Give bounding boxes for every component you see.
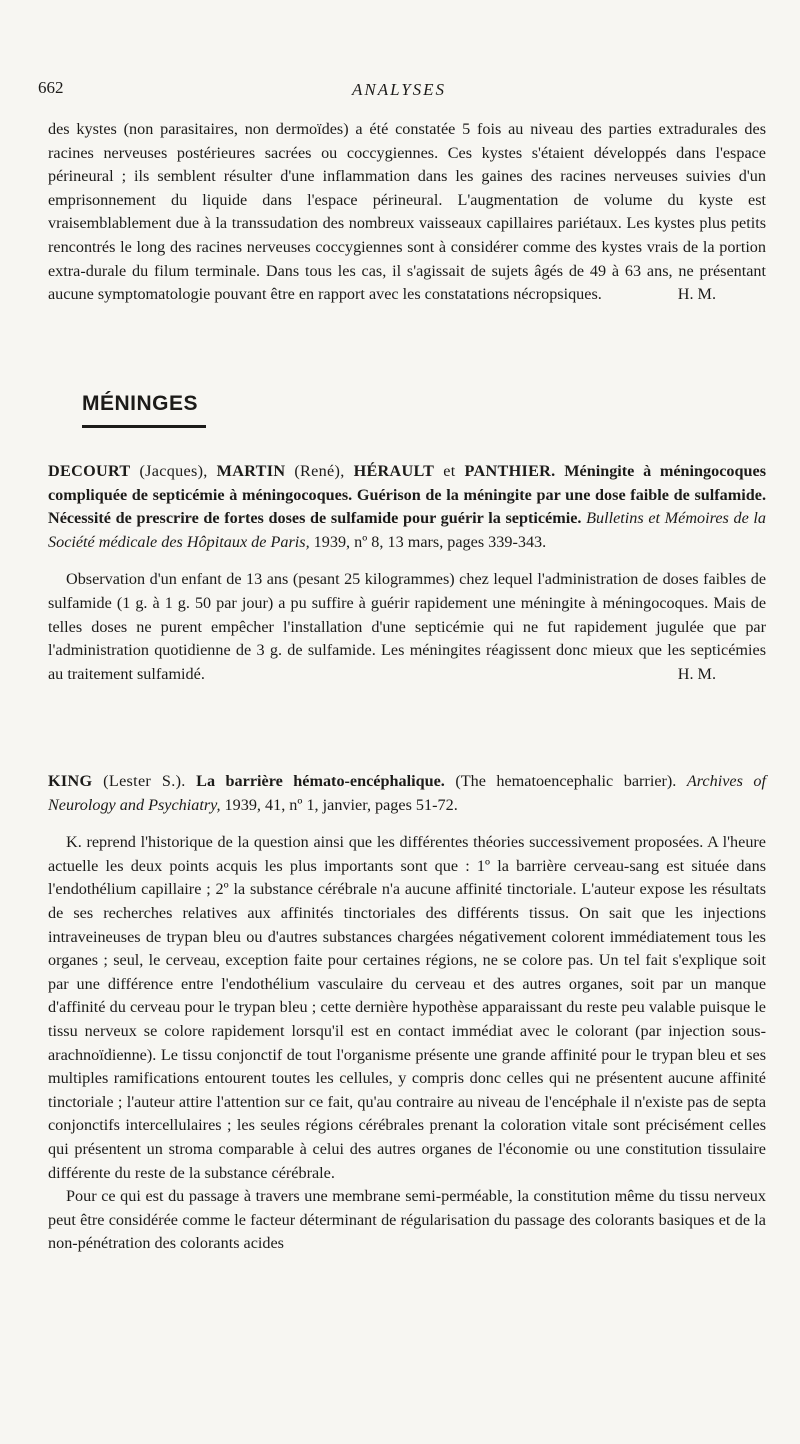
- article-journal: Archives of Neurology and Psychiatry,: [48, 772, 766, 814]
- article-citation: 1939, nº 8, 13 mars, pages 339-343.: [313, 532, 547, 551]
- article-signature: H. M.: [677, 664, 716, 683]
- article-citation: 1939, 41, nº 1, janvier, pages 51-72.: [224, 795, 458, 814]
- carryover-text: des kystes (non parasitaires, non dermoïdes) a été constatée 5 fois au niveau des parties extradurales des racines nerveuses postérieures sacrées ou coccygiennes. Ces kystes s'étaient développés dans l'espace périneural ; ils semblent résulter d'une inflammation dans les gaines des racines nerveuses suivies d'un emprisonnement du liquide dans l'espace périneural. L'augmentation de volume du kyste est vraisemblablement due à la transsudation des nombreux vaisseaux capillaires pariétaux. Les kystes plus petits rencontrés le long des racines nerveuses coccygiennes sont à considérer comme des kystes vrais de la portion extra-durale du filum terminale. Dans tous les cas, il s'agissait de sujets âgés de 49 à 63 ans, ne présentant aucune symptomatologie pouvant être en rapport avec les constatations nécropsiques.: [48, 120, 766, 304]
- article-title: La barrière hémato-encéphalique.: [196, 772, 445, 790]
- article-abstract-paragraph-2: Pour ce qui est du passage à travers une membrane semi-perméable, la constitution même du tissu nerveux peut être considérée comme le facteur déterminant de régularisation du passage des colorants basiques et de la non-pénétration des colorants acides: [48, 1187, 766, 1253]
- running-title: ANALYSES: [351, 80, 447, 99]
- article-original-title: (The hematoencephalic barrier).: [455, 772, 677, 790]
- page-header: [38, 78, 760, 108]
- article-authors: DECOURT (Jacques), MARTIN (René), HÉRAULT et PANTHIER.: [48, 462, 556, 480]
- section-title-underline: [82, 425, 206, 428]
- article-abstract-paragraph-1: K. reprend l'historique de la question ainsi que les différentes théories successivement proposées. A l'heure actuelle les deux points acquis les plus importants sont que : 1º la barrière cerveau-sang est située dans l'endothélium capillaire ; 2º la substance cérébrale n'a aucune affinité tinctoriale. L'auteur expose les résultats de ses recherches relatives aux affinités tinctoriales des différents tissus. On sait que les injections intraveineuses de trypan bleu ou d'autres substances chargées négativement colorent immédiatement tous les organes ; seul, le cerveau, exception faite pour certaines régions, ne se colore pas. Un tel fait s'explique soit par une différence entre l'endothélium vasculaire du cerveau et des autres organes, soit par un manque d'affinité du cerveau pour le trypan bleu ; cette dernière hypothèse apparaissant du reste peu valable puisque le tissu nerveux se colore rapidement lorsqu'il est en contact immédiat avec le colorant (par injection sous-arachnoïdienne). Le tissu conjonctif de tout l'organisme présente une grande affinité pour le trypan bleu et ses multiples ramifications entourent toutes les cellules, y compris donc celles qui ne présentent aucune affinité tinctoriale ; l'auteur attire l'attention sur ce fait, qu'au contraire au niveau de l'encéphale il n'existe pas de septa conjonctifs intercellulaires ; les seules régions cérébrales prenant la coloration vitale sont précisément celles qui présentent un stroma comparable à celui des autres organes de l'économie ou une constitution tissulaire différente du reste de la substance cérébrale.: [48, 833, 766, 1182]
- carryover-signature: H. M.: [677, 285, 716, 304]
- carryover-paragraph: [48, 118, 766, 307]
- article-abstract-text: Observation d'un enfant de 13 ans (pesant 25 kilogrammes) chez lequel l'administration de doses faibles de sulfamide (1 g. à 1 g. 50 par jour) a pu suffire à guérir rapidement une méningite à méningocoques. Mais de telles doses ne purent empêcher l'installation d'une septicémie qui ne fut rapidement jugulée que par l'administration quotidienne de 3 g. de sulfamide. Les méningites réagissent donc mieux que les septicémies au traitement sulfamidé.: [48, 570, 766, 683]
- article-reference: [48, 770, 766, 817]
- article-title: Méningite à méningocoques compliquée de septicémie à méningocoques. Guérison de la méningite par une dose faible de sulfamide. Nécessité de prescrire de fortes doses de sulfamide pour guérir la septicémie.: [48, 462, 766, 528]
- article-reference: [48, 460, 766, 554]
- page-number: 662: [38, 78, 64, 97]
- article-decourt: [48, 460, 766, 686]
- article-king: [48, 770, 766, 1256]
- article-journal: Bulletins et Mémoires de la Société médicale des Hôpitaux de Paris,: [48, 509, 767, 551]
- article-abstract: [48, 568, 766, 686]
- section-title: MÉNINGES: [82, 392, 199, 415]
- carryover-paragraph-block: [48, 118, 766, 307]
- article-authors: KING (Lester S.).: [48, 772, 186, 790]
